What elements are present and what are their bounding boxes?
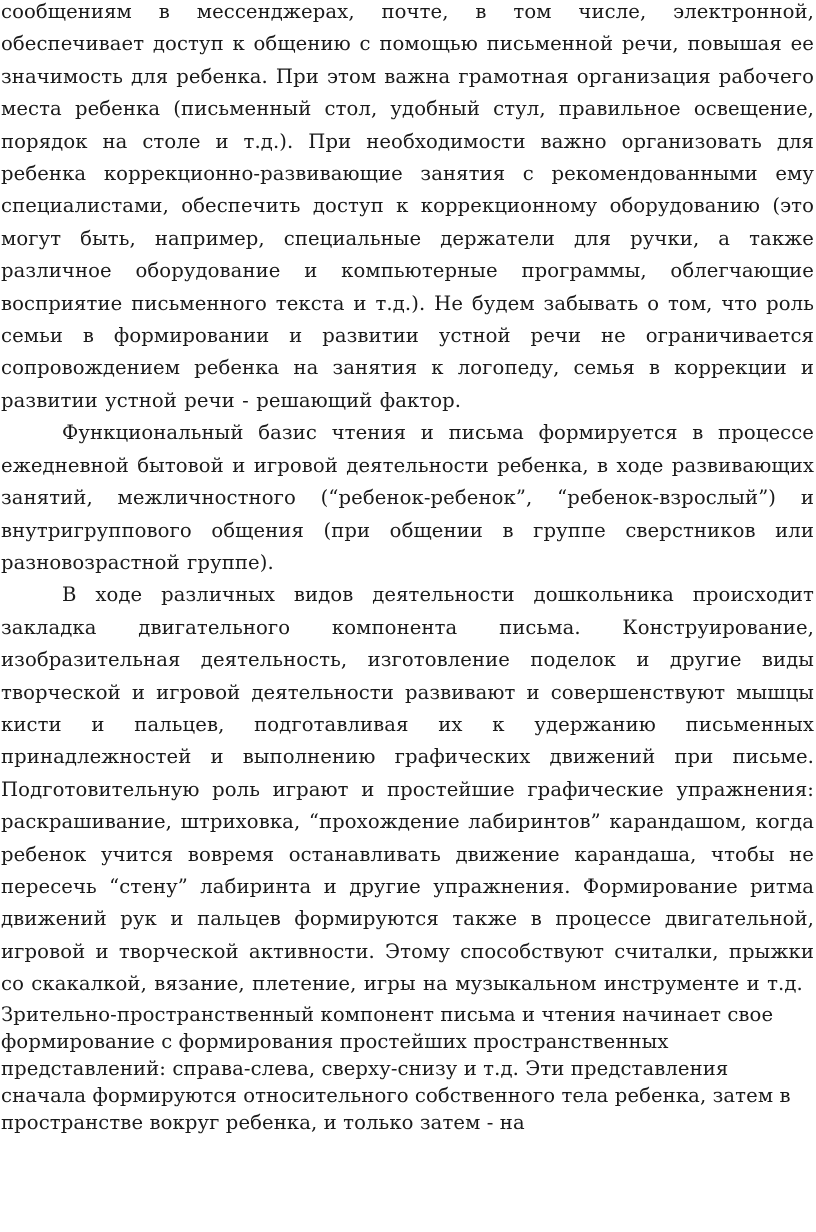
paragraph-3: В ходе различных видов деятельности дошкольника происходит закладка двигательного компонента письма. Конструирование, изобразительная деятельность, изготовление поделок и другие виды творческой и игровой деятельности развивают и совершенствуют мышцы кисти и пальцев, подготавливая их к удержанию письменных принадлежностей и выполнению графических движений при письме. Подготовительную роль играют и простейшие графические упражнения: раскрашивание, штриховка, “прохождение лабиринтов” карандашом, когда ребенок учится вовремя останавливать движение карандаша, чтобы не пересечь “стену” лабиринта и другие упражнения. Формирование ритма движений рук и пальцев формируются также в процессе двигательной, игровой и творческой активности. Этому способствуют считалки, прыжки со скакалкой, вязание, плетение, игры на музыкальном инструменте и т.д. [1, 583, 814, 996]
paragraph-1: сообщениям в мессенджерах, почте, в том числе, электронной, обеспечивает доступ к общению с помощью письменной речи, повышая ее значимость для ребенка. При этом важна грамотная организация рабочего места ребенка (письменный стол, удобный стул, правильное освещение, порядок на столе и т.д.). При необходимости важно организовать для ребенка коррекционно-развивающие занятия с рекомендованными ему специалистами, обеспечить доступ к коррекционному оборудованию (это могут быть, например, специальные держатели для ручки, а также различное оборудование и компьютерные программы, облегчающие восприятие письменного текста и т.д.). Не будем забывать о том, что роль семьи в формировании и развитии устной речи не ограничивается сопровождением ребенка на занятия к логопеду, семья в коррекции и развитии устной речи - решающий фактор. [1, 0, 814, 412]
paragraph-4: Зрительно-пространственный компонент письма и чтения начинает свое формирование с формирования простейших пространственных представлений: справа-слева, сверху-снизу и т.д. Эти представления сначала формируются относительного собственного тела ребенка, затем в пространстве вокруг ребенка, и только затем - на [1, 1002, 791, 1135]
paragraph-2: Функциональный базис чтения и письма формируется в процессе ежедневной бытовой и игровой деятельности ребенка, в ходе развивающих занятий, межличностного (“ребенок-ребенок”, “ребенок-взрослый”) и внутригруппового общения (при общении в группе сверстников или разновозрастной группе). [1, 421, 814, 574]
